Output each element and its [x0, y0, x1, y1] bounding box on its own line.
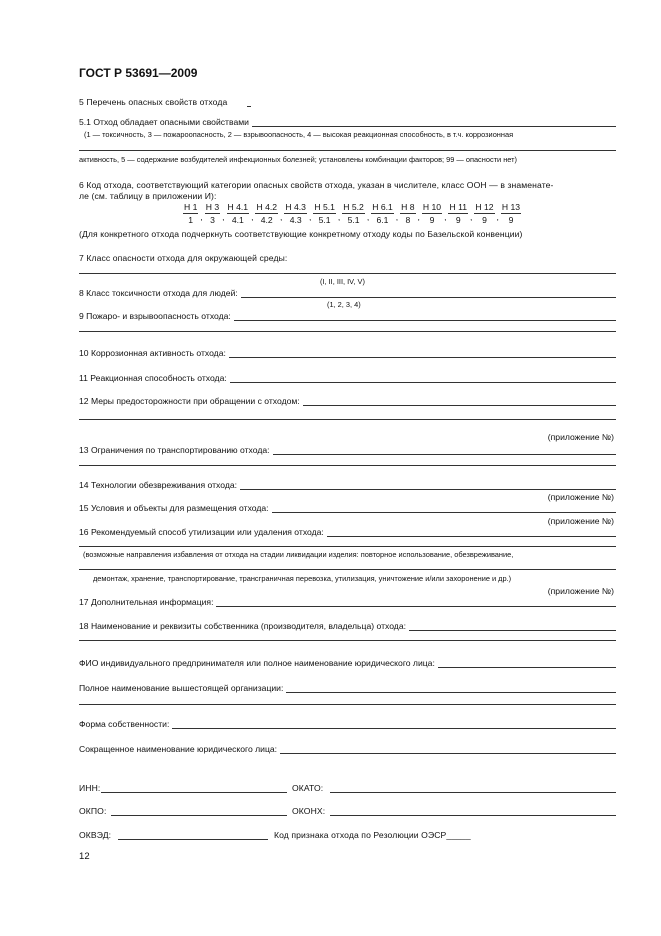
section-7-label: 7 Класс опасности отхода для окружающей среды: [79, 253, 288, 263]
section-16-hint-1: (возможные направления избавления от отхода на стадии ликвидации изделия: повторное использование, обезвреживание, [83, 550, 514, 559]
code-denominator: 5.1 [318, 215, 331, 225]
section-8-hint: (1, 2, 3, 4) [327, 300, 361, 309]
code-denominator: 6.1 [376, 215, 389, 225]
section-17-label: 17 Дополнительная информация: [79, 597, 214, 607]
code-numerator: Н 3 [205, 202, 220, 212]
code-numerator: Н 4.1 [227, 202, 249, 212]
fio-row [79, 658, 616, 668]
parent-org-row [79, 683, 616, 693]
okpo-field[interactable] [111, 815, 287, 816]
fio-field[interactable] [438, 658, 616, 668]
okato-field[interactable] [330, 792, 616, 793]
section-18-row [79, 621, 616, 631]
code-denominator: 4.2 [260, 215, 273, 225]
section-16-field-2[interactable] [79, 546, 616, 547]
inn-field[interactable] [101, 792, 287, 793]
separator: , [337, 211, 341, 222]
ownership-label: Форма собственности: [79, 719, 170, 729]
separator: , [366, 211, 370, 222]
separator: , [444, 211, 447, 222]
section-8-row [79, 288, 616, 298]
parent-org-field[interactable] [286, 683, 616, 693]
section-15-row [79, 503, 616, 513]
separator: , [469, 211, 473, 222]
section-7-hint: (I, II, III, IV, V) [320, 277, 365, 286]
code-fraction[interactable] [342, 201, 365, 227]
section-13-field[interactable] [273, 445, 616, 455]
section-5-1-row [79, 117, 616, 127]
parent-org-field-2[interactable] [79, 704, 616, 705]
okonh-field[interactable] [330, 815, 616, 816]
code-fraction[interactable] [422, 201, 442, 227]
code-numerator: Н 5.2 [343, 202, 364, 212]
hazard-codes-fractions [183, 201, 523, 227]
code-numerator: Н 4.2 [256, 202, 278, 212]
section-14-field[interactable] [240, 480, 616, 490]
separator: , [200, 211, 203, 222]
code-denominator: 9 [482, 215, 487, 225]
separator: , [308, 211, 312, 222]
section-12-field[interactable] [303, 396, 616, 406]
section-16-field-3[interactable] [79, 569, 616, 570]
section-11-row [79, 373, 616, 383]
code-fraction[interactable] [183, 201, 198, 227]
section-6-line-2: ле (см. таблицу в приложении И): [79, 191, 217, 201]
section-5-1-field-2[interactable] [79, 150, 616, 151]
short-name-label: Сокращенное наименование юридического лица: [79, 744, 278, 754]
section-12-field-2[interactable] [79, 419, 616, 420]
section-6-note: (Для конкретного отхода подчеркнуть соответствующие конкретному отходу коды по Базельской конвенции) [79, 229, 523, 239]
code-denominator: 1 [188, 215, 194, 225]
code-fraction[interactable] [313, 201, 336, 227]
parent-org-label: Полное наименование вышестоящей организации: [79, 683, 284, 693]
section-13-field-2[interactable] [79, 465, 616, 466]
ownership-field[interactable] [172, 719, 616, 729]
section-7-field[interactable] [79, 273, 616, 274]
code-fraction[interactable] [474, 201, 494, 227]
code-numerator: Н 10 [422, 202, 442, 212]
section-5-1-field[interactable] [252, 117, 616, 127]
section-14-row [79, 480, 616, 490]
section-10-label: 10 Коррозионная активность отхода: [79, 348, 226, 358]
section-6-line-1: 6 Код отхода, соответствующий категории опасных свойств отхода, указан в числителе, класс ООН — в знаменате- [79, 180, 554, 190]
code-fraction[interactable] [371, 201, 394, 227]
section-15-appendix: (приложение №) [547, 516, 614, 526]
section-10-field[interactable] [229, 348, 616, 358]
section-12-label: 12 Меры предосторожности при обращении с отходом: [79, 396, 300, 406]
okved-label: ОКВЭД: [79, 830, 112, 840]
section-18-label: 18 Наименование и реквизиты собственника (производителя, владельца) отхода: [79, 621, 406, 631]
ownership-row [79, 719, 616, 729]
section-5-1-hint-1: (1 — токсичность, 3 — пожароопасность, 2 — взрывоопасность, 4 — высокая реакционная способность, в т.ч. коррозионная [84, 130, 514, 139]
short-name-row [79, 744, 616, 754]
short-name-field[interactable] [280, 744, 616, 754]
section-12-appendix: (приложение №) [547, 432, 614, 442]
code-numerator: Н 5.1 [314, 202, 335, 212]
section-9-row [79, 311, 616, 321]
code-denominator: 3 [210, 215, 215, 225]
inn-label: ИНН: [79, 783, 101, 793]
section-15-field[interactable] [272, 503, 616, 513]
code-numerator: Н 13 [501, 202, 521, 212]
section-8-label: 8 Класс токсичности отхода для людей: [79, 288, 238, 298]
standard-header: ГОСТ Р 53691—2009 [79, 66, 198, 80]
section-14-appendix: (приложение №) [547, 492, 614, 502]
code-fraction[interactable] [205, 201, 220, 227]
code-fraction[interactable] [400, 201, 415, 227]
section-11-label: 11 Реакционная способность отхода: [79, 373, 227, 383]
code-fraction[interactable] [448, 201, 468, 227]
section-9-field[interactable] [234, 311, 616, 321]
fio-label: ФИО индивидуального предпринимателя или полное наименование юридического лица: [79, 658, 435, 668]
code-fraction[interactable] [255, 201, 278, 227]
section-18-field[interactable] [409, 621, 616, 631]
section-5-1-hint-2: активность, 5 — содержание возбудителей инфекционных болезней; установлены комбинации факторов; 99 — опасности нет) [79, 155, 517, 164]
section-16-label: 16 Рекомендуемый способ утилизации или удаления отхода: [79, 527, 324, 537]
separator: , [496, 211, 499, 222]
code-denominator: 9 [508, 215, 514, 225]
section-17-field[interactable] [216, 597, 616, 607]
section-16-hint-2: демонтаж, хранение, транспортирование, трансграничная перевозка, утилизация, уничтожение и/или захоронение и др.) [93, 574, 512, 583]
okved-field[interactable] [118, 839, 268, 840]
code-numerator: Н 6.1 [372, 202, 393, 212]
oecd-code-label: Код признака отхода по Резолюции ОЭСР_____ [274, 830, 471, 840]
section-16-appendix: (приложение №) [547, 586, 614, 596]
section-13-label: 13 Ограничения по транспортированию отхода: [79, 445, 270, 455]
section-18-field-2[interactable] [79, 640, 616, 641]
code-fraction[interactable] [284, 201, 307, 227]
separator: , [280, 211, 283, 222]
separator: , [395, 211, 399, 222]
okato-label: ОКАТО: [292, 783, 324, 793]
code-numerator: Н 12 [475, 202, 494, 212]
code-numerator: Н 11 [449, 202, 467, 212]
code-denominator: 4.3 [289, 215, 302, 225]
separator: , [222, 211, 225, 222]
page-number: 12 [79, 851, 90, 862]
code-denominator: 4.1 [231, 215, 244, 225]
code-fraction[interactable] [227, 201, 250, 227]
okonh-label: ОКОНХ: [292, 806, 326, 816]
separator: , [251, 211, 254, 222]
section-8-field[interactable] [241, 288, 616, 298]
okpo-label: ОКПО: [79, 806, 107, 816]
separator: , [417, 211, 420, 222]
code-numerator: Н 1 [184, 202, 198, 212]
code-denominator: 9 [455, 215, 461, 225]
code-denominator: 5.1 [347, 215, 360, 225]
code-fraction[interactable] [501, 201, 521, 227]
section-5-title: 5 Перечень опасных свойств отхода [79, 97, 228, 107]
code-numerator: Н 8 [401, 202, 415, 212]
section-16-row [79, 527, 616, 537]
section-5-1-label: 5.1 Отход обладает опасными свойствами [79, 117, 249, 127]
code-denominator: 9 [429, 215, 435, 225]
code-denominator: 8 [405, 215, 411, 225]
section-11-field[interactable] [230, 373, 616, 383]
section-15-label: 15 Условия и объекты для размещения отхода: [79, 503, 269, 513]
section-9-field-2[interactable] [79, 331, 616, 332]
section-14-label: 14 Технологии обезвреживания отхода: [79, 480, 237, 490]
section-13-row [79, 445, 616, 455]
section-12-row [79, 396, 616, 406]
section-5-mark [247, 106, 251, 107]
section-10-row [79, 348, 616, 358]
section-17-row [79, 597, 616, 607]
section-9-label: 9 Пожаро- и взрывоопасность отхода: [79, 311, 231, 321]
code-numerator: Н 4.3 [285, 202, 306, 212]
section-16-field[interactable] [327, 527, 616, 537]
